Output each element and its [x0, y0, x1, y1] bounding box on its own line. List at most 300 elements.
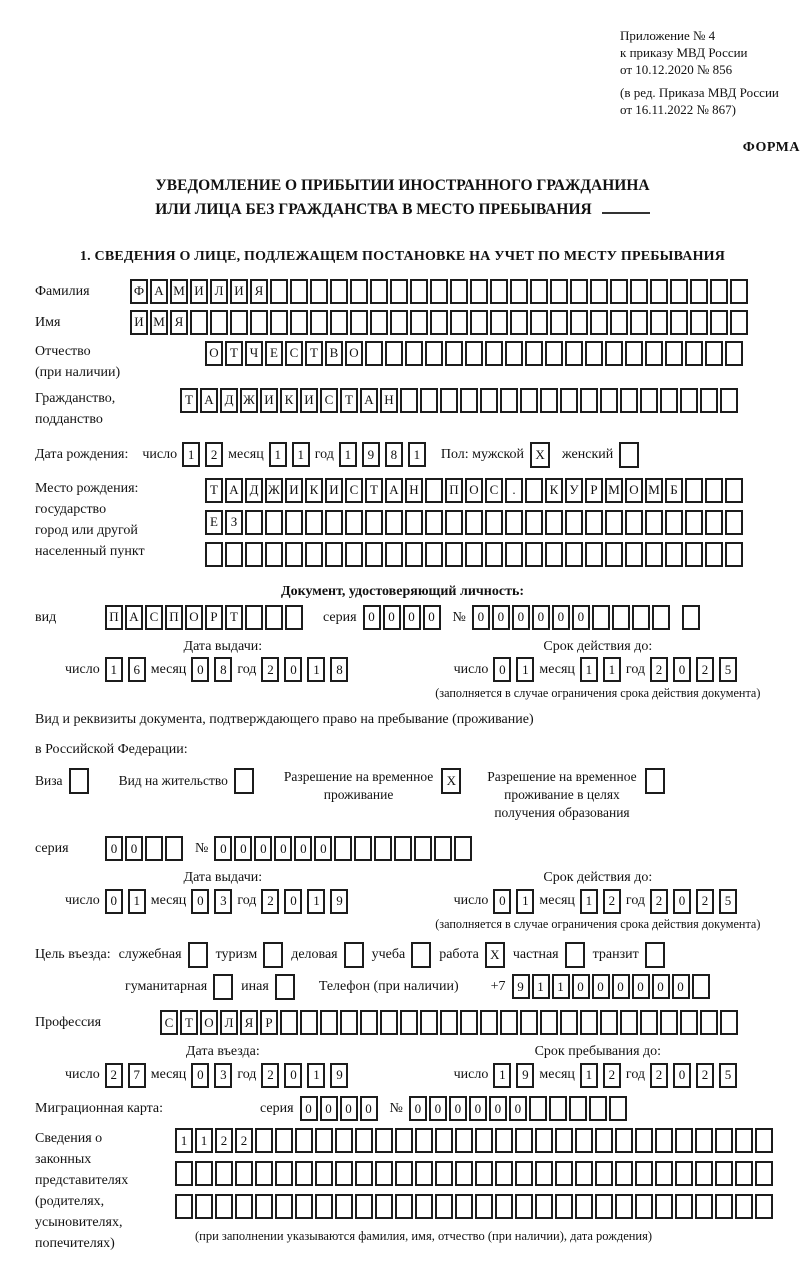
char-cell[interactable]: [550, 279, 568, 304]
char-cell[interactable]: [682, 605, 700, 630]
digit-cell[interactable]: 2: [205, 442, 223, 467]
digit-cell[interactable]: 1: [269, 442, 287, 467]
char-cell[interactable]: [505, 341, 523, 366]
char-cell[interactable]: [545, 542, 563, 567]
digit-cell[interactable]: 1: [339, 442, 357, 467]
char-cell[interactable]: [305, 542, 323, 567]
char-cell[interactable]: [415, 1161, 433, 1186]
char-cell[interactable]: [395, 1194, 413, 1219]
char-cell[interactable]: Д: [245, 478, 263, 503]
char-cell[interactable]: [580, 388, 598, 413]
char-cell[interactable]: [445, 341, 463, 366]
digit-cell[interactable]: 2: [696, 889, 714, 914]
char-cell[interactable]: [615, 1194, 633, 1219]
char-cell[interactable]: 0: [552, 605, 570, 630]
digit-cell[interactable]: 3: [214, 1063, 232, 1088]
char-cell[interactable]: [340, 1010, 358, 1035]
char-cell[interactable]: [235, 1194, 253, 1219]
char-cell[interactable]: А: [150, 279, 168, 304]
char-cell[interactable]: 1: [532, 974, 550, 999]
digit-cell[interactable]: 5: [719, 657, 737, 682]
char-cell[interactable]: Т: [180, 1010, 198, 1035]
option-checkbox[interactable]: [411, 942, 431, 968]
char-cell[interactable]: [640, 1010, 658, 1035]
char-cell[interactable]: [330, 310, 348, 335]
char-cell[interactable]: [405, 510, 423, 535]
char-cell[interactable]: [175, 1194, 193, 1219]
char-cell[interactable]: [295, 1194, 313, 1219]
char-cell[interactable]: [555, 1161, 573, 1186]
char-cell[interactable]: [569, 1096, 587, 1121]
char-cell[interactable]: [270, 310, 288, 335]
char-cell[interactable]: [525, 510, 543, 535]
char-cell[interactable]: [315, 1194, 333, 1219]
char-cell[interactable]: [575, 1128, 593, 1153]
char-cell[interactable]: 0: [423, 605, 441, 630]
digit-cell[interactable]: 2: [650, 1063, 668, 1088]
char-cell[interactable]: [440, 388, 458, 413]
char-cell[interactable]: [490, 279, 508, 304]
char-cell[interactable]: [470, 310, 488, 335]
char-cell[interactable]: М: [645, 478, 663, 503]
char-cell[interactable]: [605, 542, 623, 567]
option-checkbox[interactable]: [275, 974, 295, 1000]
char-cell[interactable]: [245, 510, 263, 535]
char-cell[interactable]: [630, 279, 648, 304]
char-cell[interactable]: [495, 1128, 513, 1153]
char-cell[interactable]: О: [465, 478, 483, 503]
char-cell[interactable]: Н: [380, 388, 398, 413]
char-cell[interactable]: 0: [512, 605, 530, 630]
char-cell[interactable]: [615, 1161, 633, 1186]
char-cell[interactable]: [345, 510, 363, 535]
char-cell[interactable]: [685, 510, 703, 535]
char-cell[interactable]: [350, 279, 368, 304]
char-cell[interactable]: [455, 1194, 473, 1219]
char-cell[interactable]: [485, 542, 503, 567]
char-cell[interactable]: [575, 1194, 593, 1219]
char-cell[interactable]: [195, 1161, 213, 1186]
char-cell[interactable]: К: [305, 478, 323, 503]
char-cell[interactable]: [570, 279, 588, 304]
char-cell[interactable]: 0: [300, 1096, 318, 1121]
char-cell[interactable]: [515, 1161, 533, 1186]
char-cell[interactable]: [165, 836, 183, 861]
char-cell[interactable]: [595, 1128, 613, 1153]
char-cell[interactable]: [590, 279, 608, 304]
option-checkbox[interactable]: [213, 974, 233, 1000]
temp-residence-checkbox[interactable]: X: [441, 768, 461, 794]
char-cell[interactable]: [755, 1194, 773, 1219]
char-cell[interactable]: [529, 1096, 547, 1121]
char-cell[interactable]: [565, 341, 583, 366]
option-checkbox[interactable]: X: [485, 942, 505, 968]
char-cell[interactable]: [360, 1010, 378, 1035]
char-cell[interactable]: [650, 279, 668, 304]
char-cell[interactable]: [695, 1194, 713, 1219]
char-cell[interactable]: [515, 1194, 533, 1219]
char-cell[interactable]: [454, 836, 472, 861]
digit-cell[interactable]: 2: [603, 889, 621, 914]
char-cell[interactable]: Я: [240, 1010, 258, 1035]
char-cell[interactable]: [330, 279, 348, 304]
char-cell[interactable]: 0: [383, 605, 401, 630]
char-cell[interactable]: [620, 388, 638, 413]
digit-cell[interactable]: 0: [284, 889, 302, 914]
char-cell[interactable]: [434, 836, 452, 861]
char-cell[interactable]: [565, 542, 583, 567]
char-cell[interactable]: [549, 1096, 567, 1121]
char-cell[interactable]: [652, 605, 670, 630]
char-cell[interactable]: К: [280, 388, 298, 413]
char-cell[interactable]: [720, 1010, 738, 1035]
char-cell[interactable]: [385, 510, 403, 535]
char-cell[interactable]: [710, 279, 728, 304]
char-cell[interactable]: [520, 1010, 538, 1035]
char-cell[interactable]: Е: [205, 510, 223, 535]
char-cell[interactable]: [555, 1194, 573, 1219]
char-cell[interactable]: [425, 542, 443, 567]
digit-cell[interactable]: 8: [330, 657, 348, 682]
char-cell[interactable]: [680, 1010, 698, 1035]
char-cell[interactable]: [285, 605, 303, 630]
char-cell[interactable]: [410, 310, 428, 335]
char-cell[interactable]: [692, 974, 710, 999]
char-cell[interactable]: [450, 279, 468, 304]
char-cell[interactable]: [530, 279, 548, 304]
char-cell[interactable]: [530, 310, 548, 335]
digit-cell[interactable]: 8: [214, 657, 232, 682]
char-cell[interactable]: 0: [340, 1096, 358, 1121]
char-cell[interactable]: [205, 542, 223, 567]
char-cell[interactable]: [275, 1194, 293, 1219]
char-cell[interactable]: [595, 1194, 613, 1219]
char-cell[interactable]: [625, 542, 643, 567]
char-cell[interactable]: Т: [365, 478, 383, 503]
char-cell[interactable]: 0: [492, 605, 510, 630]
char-cell[interactable]: 1: [175, 1128, 193, 1153]
digit-cell[interactable]: 2: [603, 1063, 621, 1088]
char-cell[interactable]: [510, 279, 528, 304]
char-cell[interactable]: [500, 388, 518, 413]
char-cell[interactable]: 0: [363, 605, 381, 630]
char-cell[interactable]: [540, 388, 558, 413]
char-cell[interactable]: [570, 310, 588, 335]
char-cell[interactable]: [390, 279, 408, 304]
digit-cell[interactable]: 0: [284, 1063, 302, 1088]
digit-cell[interactable]: 9: [362, 442, 380, 467]
digit-cell[interactable]: 0: [673, 1063, 691, 1088]
char-cell[interactable]: 0: [320, 1096, 338, 1121]
char-cell[interactable]: 0: [360, 1096, 378, 1121]
char-cell[interactable]: [700, 388, 718, 413]
digit-cell[interactable]: 5: [719, 1063, 737, 1088]
char-cell[interactable]: З: [225, 510, 243, 535]
char-cell[interactable]: [414, 836, 432, 861]
char-cell[interactable]: [635, 1128, 653, 1153]
char-cell[interactable]: [480, 388, 498, 413]
char-cell[interactable]: [295, 1128, 313, 1153]
char-cell[interactable]: [215, 1194, 233, 1219]
char-cell[interactable]: [465, 542, 483, 567]
char-cell[interactable]: [365, 341, 383, 366]
char-cell[interactable]: [400, 388, 418, 413]
char-cell[interactable]: Л: [210, 279, 228, 304]
char-cell[interactable]: [595, 1161, 613, 1186]
char-cell[interactable]: О: [200, 1010, 218, 1035]
option-checkbox[interactable]: [565, 942, 585, 968]
digit-cell[interactable]: 9: [516, 1063, 534, 1088]
char-cell[interactable]: [310, 310, 328, 335]
char-cell[interactable]: Р: [205, 605, 223, 630]
char-cell[interactable]: [300, 1010, 318, 1035]
char-cell[interactable]: П: [165, 605, 183, 630]
char-cell[interactable]: [645, 510, 663, 535]
char-cell[interactable]: И: [325, 478, 343, 503]
char-cell[interactable]: Я: [170, 310, 188, 335]
char-cell[interactable]: [270, 279, 288, 304]
char-cell[interactable]: [440, 1010, 458, 1035]
char-cell[interactable]: [700, 1010, 718, 1035]
digit-cell[interactable]: 9: [330, 1063, 348, 1088]
char-cell[interactable]: [515, 1128, 533, 1153]
digit-cell[interactable]: 1: [580, 1063, 598, 1088]
char-cell[interactable]: [190, 310, 208, 335]
digit-cell[interactable]: 7: [128, 1063, 146, 1088]
char-cell[interactable]: [385, 542, 403, 567]
char-cell[interactable]: [355, 1194, 373, 1219]
char-cell[interactable]: 1: [552, 974, 570, 999]
char-cell[interactable]: [475, 1194, 493, 1219]
char-cell[interactable]: [545, 341, 563, 366]
char-cell[interactable]: [705, 341, 723, 366]
char-cell[interactable]: [355, 1161, 373, 1186]
digit-cell[interactable]: 1: [182, 442, 200, 467]
char-cell[interactable]: [400, 1010, 418, 1035]
char-cell[interactable]: .: [505, 478, 523, 503]
char-cell[interactable]: [605, 510, 623, 535]
digit-cell[interactable]: 2: [261, 657, 279, 682]
char-cell[interactable]: 0: [409, 1096, 427, 1121]
char-cell[interactable]: [600, 1010, 618, 1035]
char-cell[interactable]: [290, 310, 308, 335]
char-cell[interactable]: [585, 341, 603, 366]
digit-cell[interactable]: 1: [603, 657, 621, 682]
char-cell[interactable]: [415, 1194, 433, 1219]
char-cell[interactable]: 0: [314, 836, 332, 861]
char-cell[interactable]: [665, 542, 683, 567]
char-cell[interactable]: [420, 1010, 438, 1035]
residence-permit-checkbox[interactable]: [234, 768, 254, 794]
char-cell[interactable]: [480, 1010, 498, 1035]
char-cell[interactable]: 0: [234, 836, 252, 861]
char-cell[interactable]: [255, 1128, 273, 1153]
char-cell[interactable]: 0: [532, 605, 550, 630]
char-cell[interactable]: [430, 310, 448, 335]
char-cell[interactable]: [230, 310, 248, 335]
char-cell[interactable]: [354, 836, 372, 861]
char-cell[interactable]: [365, 542, 383, 567]
char-cell[interactable]: [612, 605, 630, 630]
char-cell[interactable]: [285, 510, 303, 535]
char-cell[interactable]: [495, 1161, 513, 1186]
char-cell[interactable]: 0: [403, 605, 421, 630]
char-cell[interactable]: [715, 1194, 733, 1219]
char-cell[interactable]: [455, 1128, 473, 1153]
char-cell[interactable]: [285, 542, 303, 567]
char-cell[interactable]: Р: [260, 1010, 278, 1035]
char-cell[interactable]: Я: [250, 279, 268, 304]
char-cell[interactable]: [325, 542, 343, 567]
char-cell[interactable]: 0: [632, 974, 650, 999]
char-cell[interactable]: [280, 1010, 298, 1035]
char-cell[interactable]: [394, 836, 412, 861]
digit-cell[interactable]: 1: [580, 889, 598, 914]
char-cell[interactable]: [315, 1128, 333, 1153]
char-cell[interactable]: [705, 478, 723, 503]
char-cell[interactable]: 0: [274, 836, 292, 861]
char-cell[interactable]: С: [285, 341, 303, 366]
char-cell[interactable]: [465, 510, 483, 535]
char-cell[interactable]: [575, 1161, 593, 1186]
char-cell[interactable]: [675, 1194, 693, 1219]
char-cell[interactable]: [685, 542, 703, 567]
char-cell[interactable]: [710, 310, 728, 335]
char-cell[interactable]: Б: [665, 478, 683, 503]
char-cell[interactable]: [670, 279, 688, 304]
char-cell[interactable]: 0: [489, 1096, 507, 1121]
char-cell[interactable]: [275, 1128, 293, 1153]
char-cell[interactable]: 0: [214, 836, 232, 861]
char-cell[interactable]: [535, 1194, 553, 1219]
sex-female-checkbox[interactable]: [619, 442, 639, 468]
char-cell[interactable]: М: [170, 279, 188, 304]
char-cell[interactable]: [345, 542, 363, 567]
char-cell[interactable]: [495, 1194, 513, 1219]
char-cell[interactable]: [325, 510, 343, 535]
digit-cell[interactable]: 0: [191, 657, 209, 682]
char-cell[interactable]: [255, 1194, 273, 1219]
digit-cell[interactable]: 2: [650, 657, 668, 682]
char-cell[interactable]: П: [445, 478, 463, 503]
char-cell[interactable]: [690, 310, 708, 335]
char-cell[interactable]: [625, 510, 643, 535]
digit-cell[interactable]: 5: [719, 889, 737, 914]
char-cell[interactable]: [445, 542, 463, 567]
char-cell[interactable]: [590, 310, 608, 335]
char-cell[interactable]: Т: [340, 388, 358, 413]
char-cell[interactable]: [630, 310, 648, 335]
char-cell[interactable]: [385, 341, 403, 366]
char-cell[interactable]: [145, 836, 163, 861]
char-cell[interactable]: [265, 510, 283, 535]
char-cell[interactable]: [315, 1161, 333, 1186]
char-cell[interactable]: [609, 1096, 627, 1121]
char-cell[interactable]: О: [185, 605, 203, 630]
char-cell[interactable]: [655, 1128, 673, 1153]
char-cell[interactable]: [589, 1096, 607, 1121]
char-cell[interactable]: Ч: [245, 341, 263, 366]
char-cell[interactable]: [435, 1194, 453, 1219]
char-cell[interactable]: [305, 510, 323, 535]
char-cell[interactable]: Т: [205, 478, 223, 503]
digit-cell[interactable]: 0: [284, 657, 302, 682]
char-cell[interactable]: [375, 1194, 393, 1219]
char-cell[interactable]: [415, 1128, 433, 1153]
char-cell[interactable]: 0: [105, 836, 123, 861]
char-cell[interactable]: А: [360, 388, 378, 413]
char-cell[interactable]: [755, 1161, 773, 1186]
char-cell[interactable]: К: [545, 478, 563, 503]
char-cell[interactable]: 0: [612, 974, 630, 999]
char-cell[interactable]: [334, 836, 352, 861]
char-cell[interactable]: [720, 388, 738, 413]
char-cell[interactable]: [460, 1010, 478, 1035]
char-cell[interactable]: [660, 388, 678, 413]
char-cell[interactable]: [365, 510, 383, 535]
char-cell[interactable]: А: [200, 388, 218, 413]
char-cell[interactable]: [265, 542, 283, 567]
char-cell[interactable]: [465, 341, 483, 366]
char-cell[interactable]: [250, 310, 268, 335]
char-cell[interactable]: 0: [572, 974, 590, 999]
char-cell[interactable]: [592, 605, 610, 630]
char-cell[interactable]: [520, 388, 538, 413]
char-cell[interactable]: [695, 1161, 713, 1186]
char-cell[interactable]: [555, 1128, 573, 1153]
char-cell[interactable]: О: [345, 341, 363, 366]
digit-cell[interactable]: 1: [493, 1063, 511, 1088]
char-cell[interactable]: [475, 1128, 493, 1153]
char-cell[interactable]: [635, 1194, 653, 1219]
char-cell[interactable]: [560, 388, 578, 413]
char-cell[interactable]: М: [605, 478, 623, 503]
char-cell[interactable]: О: [205, 341, 223, 366]
char-cell[interactable]: И: [260, 388, 278, 413]
temp-residence-edu-checkbox[interactable]: [645, 768, 665, 794]
char-cell[interactable]: [395, 1128, 413, 1153]
option-checkbox[interactable]: [344, 942, 364, 968]
char-cell[interactable]: [295, 1161, 313, 1186]
char-cell[interactable]: Р: [585, 478, 603, 503]
char-cell[interactable]: [215, 1161, 233, 1186]
digit-cell[interactable]: 9: [330, 889, 348, 914]
char-cell[interactable]: [275, 1161, 293, 1186]
digit-cell[interactable]: 1: [307, 1063, 325, 1088]
char-cell[interactable]: 0: [572, 605, 590, 630]
char-cell[interactable]: [655, 1194, 673, 1219]
char-cell[interactable]: Ф: [130, 279, 148, 304]
char-cell[interactable]: [435, 1128, 453, 1153]
char-cell[interactable]: [390, 310, 408, 335]
char-cell[interactable]: 0: [652, 974, 670, 999]
char-cell[interactable]: У: [565, 478, 583, 503]
char-cell[interactable]: [445, 510, 463, 535]
char-cell[interactable]: [374, 836, 392, 861]
char-cell[interactable]: [475, 1161, 493, 1186]
digit-cell[interactable]: 2: [261, 889, 279, 914]
digit-cell[interactable]: 1: [408, 442, 426, 467]
digit-cell[interactable]: 0: [191, 1063, 209, 1088]
char-cell[interactable]: [685, 478, 703, 503]
char-cell[interactable]: Т: [180, 388, 198, 413]
digit-cell[interactable]: 2: [650, 889, 668, 914]
char-cell[interactable]: С: [485, 478, 503, 503]
char-cell[interactable]: [615, 1128, 633, 1153]
char-cell[interactable]: [730, 310, 748, 335]
char-cell[interactable]: [755, 1128, 773, 1153]
char-cell[interactable]: [670, 310, 688, 335]
